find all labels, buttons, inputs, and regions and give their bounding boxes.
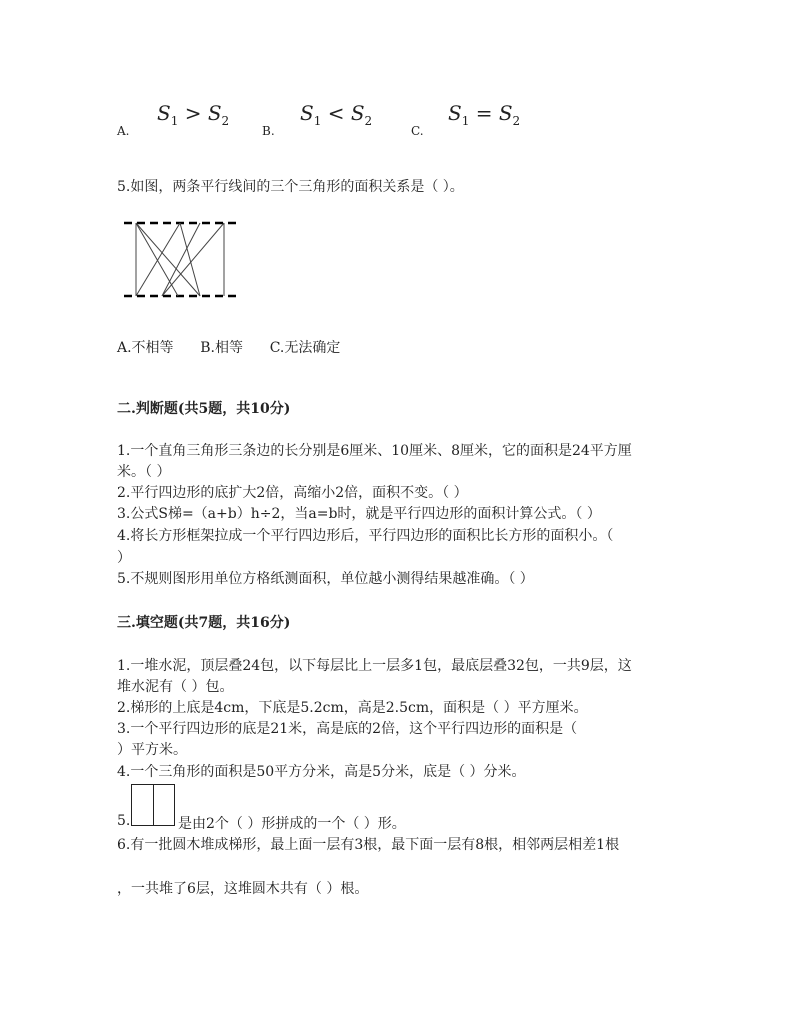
- option-a-formula: $S_1 > S_2$: [157, 101, 230, 128]
- two-rectangles-figure: [131, 784, 175, 826]
- s3-q5-prefix: 5.: [117, 813, 131, 829]
- option-c-formula: $S_1 = S_2$: [448, 101, 521, 128]
- option-b-letter: B.: [262, 124, 275, 138]
- s3-line-1: 1.一堆水泥，顶层叠24包，以下每层比上一层多1包，最底层叠32包，一共9层，这: [117, 658, 632, 674]
- s2-line-7: 5.不规则图形用单位方格纸测面积，单位越小测得结果越准确。（ ）: [117, 571, 534, 587]
- section-3-heading: 三.填空题(共7题，共16分): [117, 615, 291, 631]
- triangle-edges: [136, 223, 224, 296]
- option-b-formula: $S_1 < S_2$: [300, 101, 373, 128]
- option-a-letter: A.: [117, 124, 130, 138]
- option-c-letter: C.: [411, 124, 424, 138]
- s3-line-5: ）平方米。: [117, 742, 187, 758]
- s3-line-3: 2.梯形的上底是4cm，下底是5.2cm，高是2.5cm，面积是（ ）平方厘米。: [117, 700, 588, 716]
- s3-q6-line-2: ，一共堆了6层，这堆圆木共有（ ）根。: [117, 881, 369, 897]
- s2-line-1: 1.一个直角三角形三条边的长分别是6厘米、10厘米、8厘米，它的面积是24平方厘: [117, 443, 632, 459]
- s2-line-5: 4.将长方形框架拉成一个平行四边形后，平行四边形的面积比长方形的面积小。（: [117, 528, 614, 544]
- rectangle-divider: [153, 785, 154, 825]
- s3-q5-text: 是由2个（ ）形拼成的一个（ ）形。: [178, 816, 406, 832]
- parallel-lines-triangles-figure: [120, 218, 240, 300]
- s3-q6-line-1: 6.有一批圆木堆成梯形，最上面一层有3根，最下面一层有8根，相邻两层相差1根: [117, 837, 620, 853]
- s3-line-4: 3.一个平行四边形的底是21米，高是底的2倍，这个平行四边形的面积是（: [117, 721, 578, 737]
- question-5-text: 5.如图，两条平行线间的三个三角形的面积关系是（ ）。: [117, 179, 464, 195]
- s3-line-2: 堆水泥有（ ）包。: [117, 679, 234, 695]
- s3-line-6: 4.一个三角形的面积是50平方分米，高是5分米，底是（ ）分米。: [117, 764, 526, 780]
- section-2-heading: 二.判断题(共5题，共10分): [117, 401, 291, 417]
- s2-line-3: 2.平行四边形的底扩大2倍，高缩小2倍，面积不变。（ ）: [117, 485, 468, 501]
- s2-line-6: ）: [117, 550, 131, 566]
- question-5-options: A.不相等 B.相等 C.无法确定: [117, 340, 341, 356]
- s2-line-2: 米。（ ）: [117, 464, 171, 480]
- s2-line-4: 3.公式S梯=（a+b）h÷2，当a=b时，就是平行四边形的面积计算公式。（ ）: [117, 506, 601, 522]
